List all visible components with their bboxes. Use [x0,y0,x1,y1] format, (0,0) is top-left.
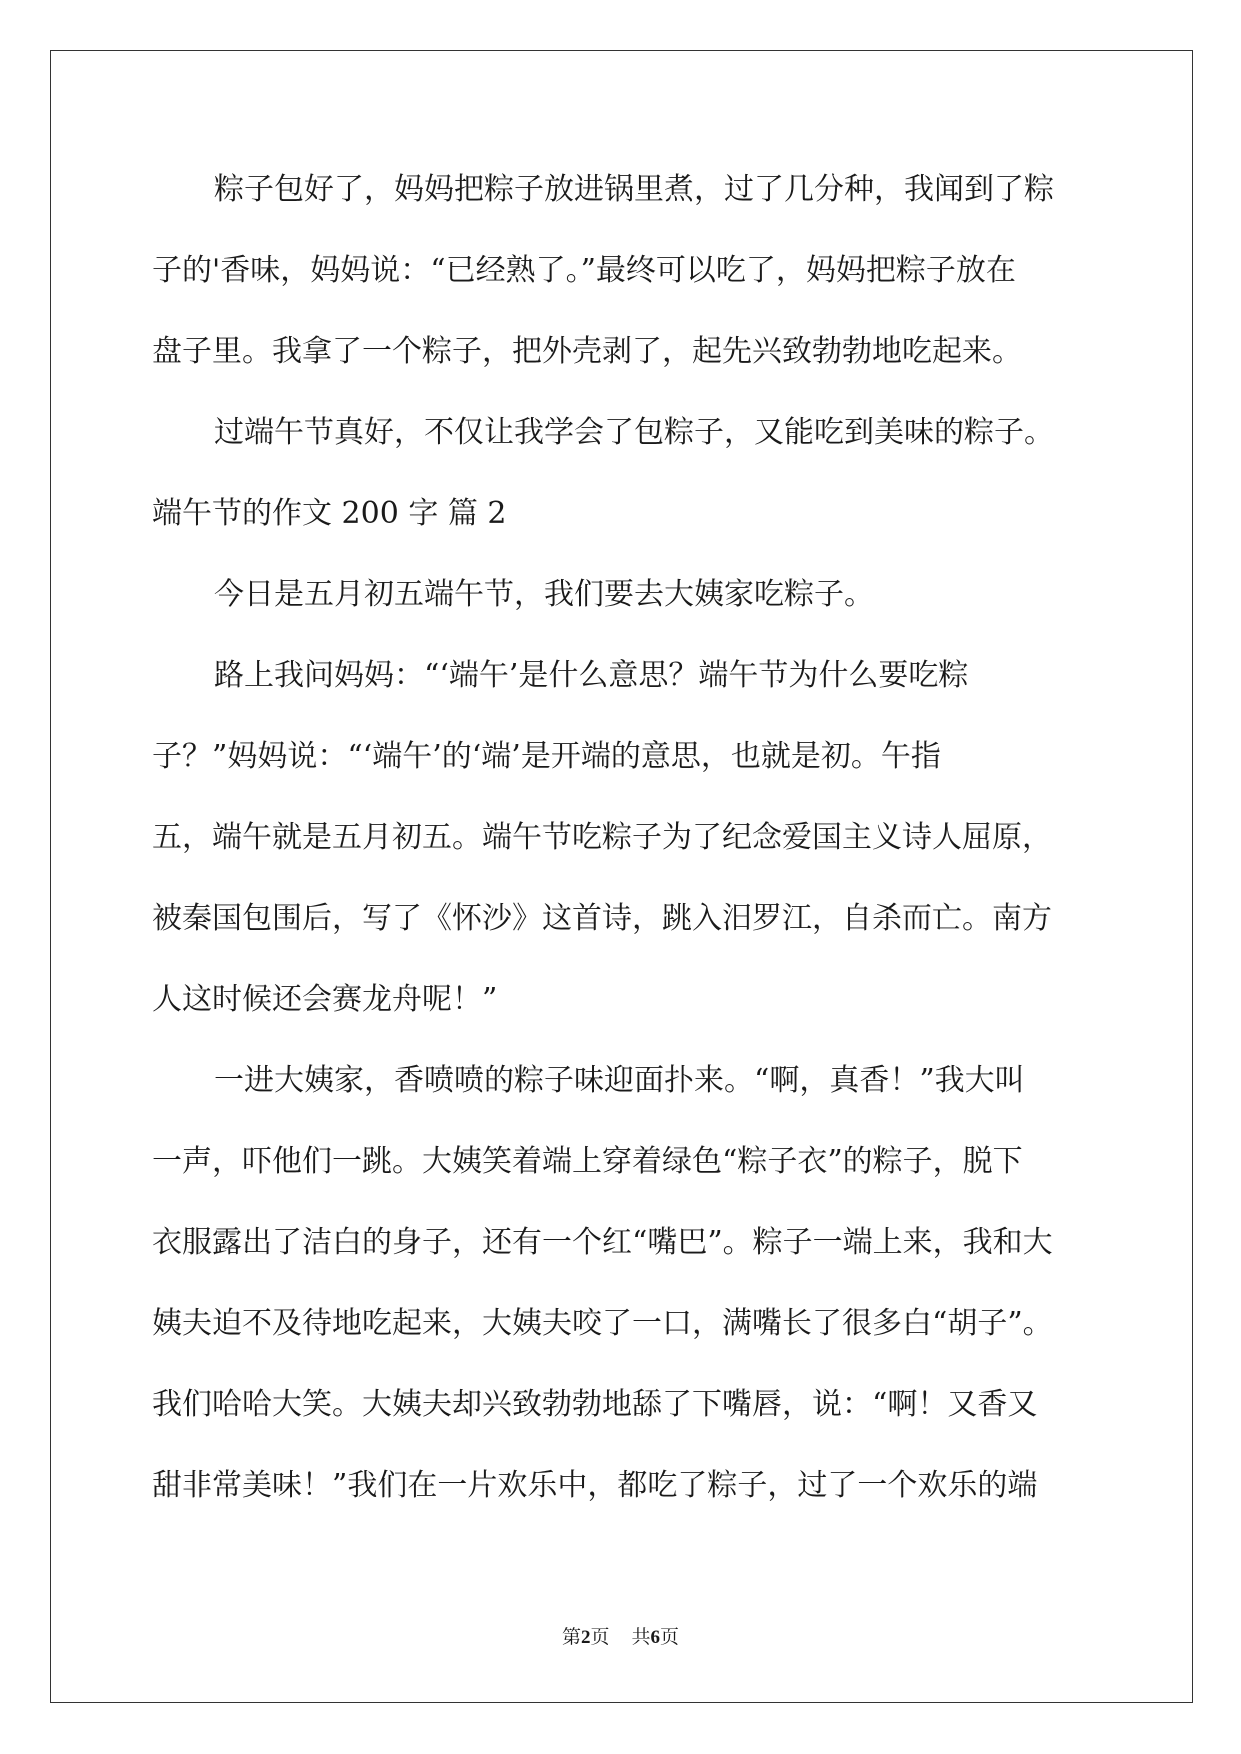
text-line: 我们哈哈大笑。大姨夫却兴致勃勃地舔了下嘴唇，说：“啊！又香又 [152,1387,1038,1422]
text-line: 今日是五月初五端午节，我们要去大姨家吃粽子。 [214,577,874,612]
text-line: 五，端午就是五月初五。端午节吃粽子为了纪念爱国主义诗人屈原， [152,820,1052,855]
text-line: 子？”妈妈说：“‘端午’的‘端’是开端的意思，也就是初。午指 [152,739,941,774]
text-line: 路上我问妈妈：“‘端午’是什么意思？端午节为什么要吃粽 [214,658,969,693]
total-label-suffix: 页 [660,1626,680,1648]
text-line: 人这时候还会赛龙舟呢！” [152,982,498,1017]
page-label-suffix: 页 [590,1626,610,1648]
page-number: 2 [580,1627,591,1648]
text-line: 子的'香味，妈妈说：“已经熟了。”最终可以吃了，妈妈把粽子放在 [152,253,1016,288]
text-line: 一声，吓他们一跳。大姨笑着端上穿着绿色“粽子衣”的粽子，脱下 [152,1144,1023,1179]
text-line: 过端午节真好，不仅让我学会了包粽子，又能吃到美味的粽子。 [214,415,1054,450]
section-heading: 端午节的作文 200 字 篇 2 [152,496,507,531]
total-pages: 6 [650,1627,661,1648]
page-footer [0,1622,1241,1649]
text-line: 姨夫迫不及待地吃起来，大姨夫咬了一口，满嘴长了很多白“胡子”。 [152,1306,1053,1341]
text-line: 衣服露出了洁白的身子，还有一个红“嘴巴”。粽子一端上来，我和大 [152,1225,1053,1260]
text-line: 粽子包好了，妈妈把粽子放进锅里煮，过了几分种，我闻到了粽 [214,172,1054,207]
page-label-prefix: 第 [561,1626,581,1648]
text-line: 甜非常美味！”我们在一片欢乐中，都吃了粽子，过了一个欢乐的端 [152,1468,1038,1503]
document-body [152,160,1088,1537]
text-line: 一进大姨家，香喷喷的粽子味迎面扑来。“啊，真香！”我大叫 [214,1063,1025,1098]
total-label-prefix: 共 [631,1626,651,1648]
text-line: 盘子里。我拿了一个粽子，把外壳剥了，起先兴致勃勃地吃起来。 [152,334,1022,369]
text-line: 被秦国包围后，写了《怀沙》这首诗，跳入汨罗江，自杀而亡。南方 [152,901,1052,936]
